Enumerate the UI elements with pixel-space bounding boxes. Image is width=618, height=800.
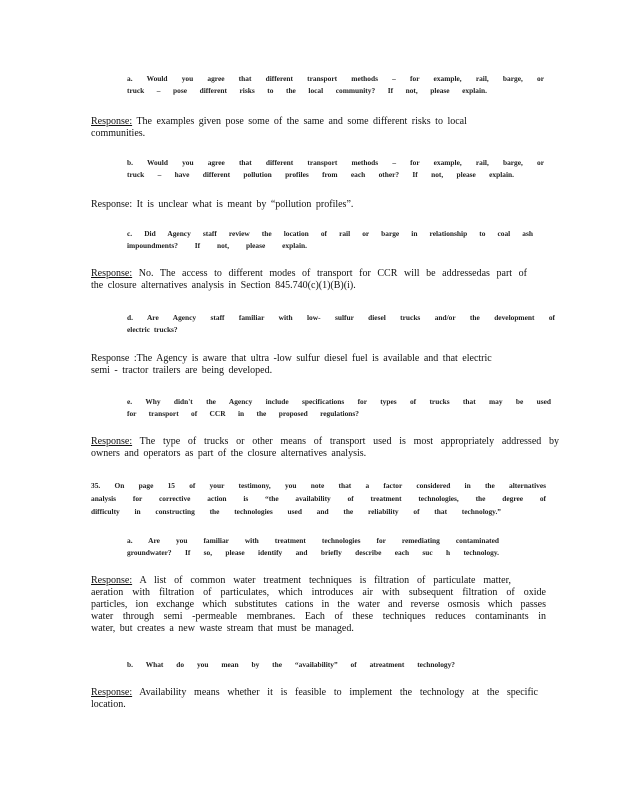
question-line: d. Are Agency staff familiar with low- sulfur diesel trucks and/or the development of [127, 313, 555, 322]
response-label: Response : [91, 353, 137, 364]
question-b-pollution-profiles [127, 157, 544, 181]
response-text: The Agency is aware that ultra -low sulfur diesel fuel is available and that electric [136, 353, 492, 364]
question-a-transport-risks [127, 73, 544, 97]
response-text: particles, ion exchange which substitutes cations in the water and reverse osmosis which passes [91, 599, 546, 610]
question-line: truck – have different pollution profiles from each other? If not, please explain. [127, 170, 514, 179]
response-text: location. [91, 699, 126, 710]
response-label: Response: [91, 436, 133, 447]
response-label: Response: [91, 687, 133, 698]
response-label: Response: [91, 116, 133, 127]
response-text: water, but creates a new waste stream that must be managed. [91, 623, 354, 634]
response-text: A list of common water treatment techniques is filtration of particulate matter, [139, 575, 512, 586]
question-line: electric trucks? [127, 325, 178, 334]
question-line: c. Did Agency staff review the location of rail or barge in relationship to coal ash [127, 229, 533, 238]
question-35-treatment-technologies [91, 479, 546, 518]
response-text: It is unclear what is meant by “pollution profiles”. [136, 199, 354, 210]
question-line: a. Would you agree that different transport methods – for example, rail, barge, or [127, 74, 544, 83]
question-line: groundwater? If so, please identify and briefly describe each suc h technology. [127, 548, 499, 557]
response-text: aeration with filtration of particulates, which introduces air with subsequent filtration of oxide [91, 587, 546, 598]
response-text: The type of trucks or other means of transport used is most appropriately addressed by [139, 436, 559, 447]
question-line: truck – pose different risks to the local community? If not, please explain. [127, 86, 487, 95]
response-label: Response: [91, 268, 133, 279]
response-label: Response: [91, 575, 133, 586]
question-line: for transport of CCR in the proposed regulations? [127, 409, 359, 418]
response-text: water through semi -permeable membranes. Each of these techniques reduces contaminants in [91, 611, 546, 622]
question-line: e. Why didn't the Agency include specifications for types of trucks that may be used [127, 397, 551, 406]
question-line: impoundments? If not, please explain. [127, 241, 307, 250]
response-text: The examples given pose some of the same and some different risks to local [136, 116, 467, 127]
response-text: communities. [91, 128, 146, 139]
question-line: b. Would you agree that different transport methods – for example, rail, barge, or [127, 158, 544, 167]
question-line: difficulty in constructing the technologies used and the reliability of that technology.” [91, 507, 501, 516]
response-text: owners and operators as part of the closure alternatives analysis. [91, 448, 367, 459]
response-text: the closure alternatives analysis in Section 845.740(c)(1)(B)(i). [91, 280, 356, 291]
question-line: b. What do you mean by the “availability” of atreatment technology? [127, 660, 455, 669]
question-e-truck-specifications [127, 396, 551, 420]
response-d [91, 353, 531, 377]
question-35b-availability [127, 659, 455, 671]
response-text: No. The access to different modes of transport for CCR will be addressedas part of [138, 268, 528, 279]
question-line: 35. On page 15 of your testimony, you note that a factor considered in the alternatives [91, 481, 546, 490]
response-b [91, 199, 531, 211]
response-a [91, 116, 531, 140]
response-35b [91, 687, 538, 711]
response-e [91, 436, 559, 460]
question-c-rail-barge-location [127, 228, 533, 252]
response-label: Response: [91, 199, 133, 210]
question-35a-groundwater-technologies [127, 535, 499, 559]
response-35a [91, 575, 546, 635]
response-c [91, 268, 527, 292]
question-d-low-sulfur-trucks [127, 312, 555, 336]
response-text: Availability means whether it is feasible to implement the technology at the specific [139, 687, 538, 698]
question-line: analysis for corrective action is “the availability of treatment technologies, the degree of [91, 494, 546, 503]
question-line: a. Are you familiar with treatment technologies for remediating contaminated [127, 536, 499, 545]
response-text: semi - tractor trailers are being developed. [91, 365, 273, 376]
